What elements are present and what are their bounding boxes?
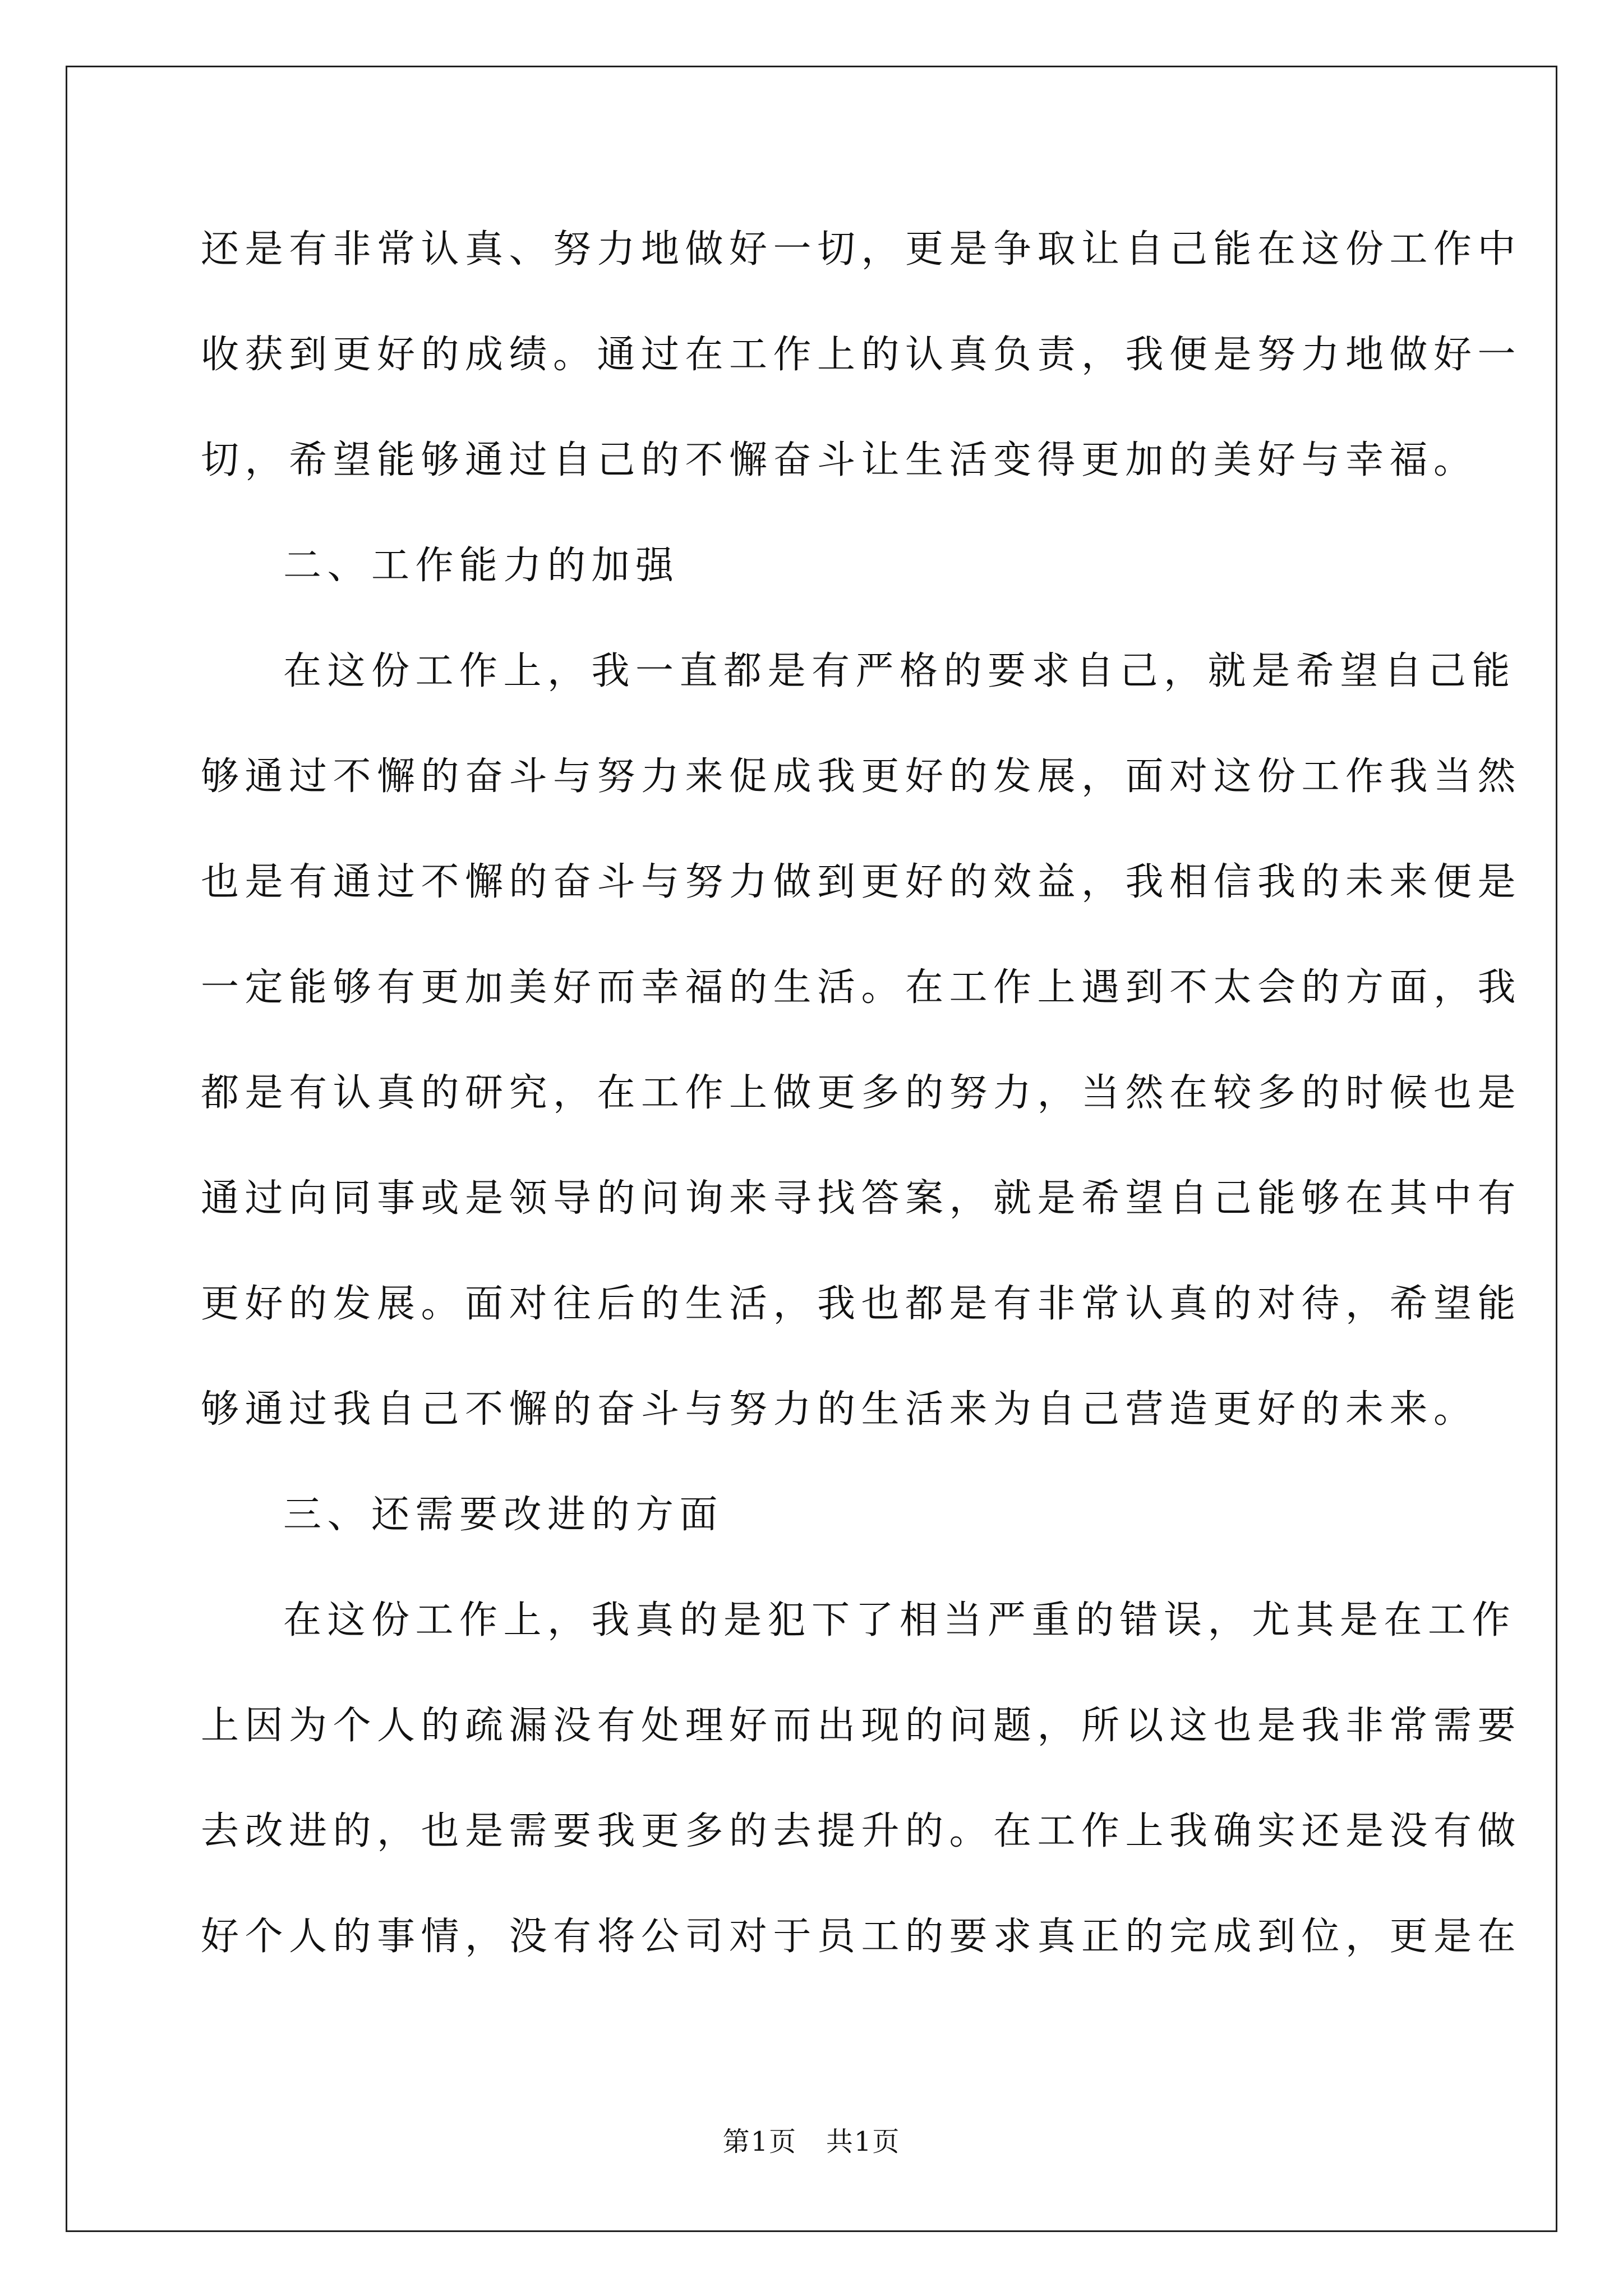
body-text-line: 去改进的，也是需要我更多的去提升的。在工作上我确实还是没有做 bbox=[201, 1809, 1522, 1853]
section-heading: 三、还需要改进的方面 bbox=[283, 1493, 724, 1537]
body-text-line: 通过向同事或是领导的问询来寻找答案，就是希望自己能够在其中有 bbox=[201, 1176, 1522, 1221]
body-text-line: 够通过不懈的奋斗与努力来促成我更好的发展，面对这份工作我当然 bbox=[201, 754, 1522, 799]
body-text-line: 还是有非常认真、努力地做好一切，更是争取让自己能在这份工作中 bbox=[201, 227, 1522, 272]
body-text-line: 都是有认真的研究，在工作上做更多的努力，当然在较多的时候也是 bbox=[201, 1071, 1522, 1115]
body-text-line: 够通过我自己不懈的奋斗与努力的生活来为自己营造更好的未来。 bbox=[201, 1387, 1478, 1432]
body-text-line: 在这份工作上，我一直都是有严格的要求自己，就是希望自己能 bbox=[283, 649, 1516, 693]
page-footer: 第1页 共1页 bbox=[722, 2126, 901, 2157]
section-heading: 二、工作能力的加强 bbox=[283, 544, 680, 588]
body-text-line: 在这份工作上，我真的是犯下了相当严重的错误，尤其是在工作 bbox=[283, 1598, 1516, 1642]
body-text-line: 切，希望能够通过自己的不懈奋斗让生活变得更加的美好与幸福。 bbox=[201, 438, 1478, 482]
body-text-line: 收获到更好的成绩。通过在工作上的认真负责，我便是努力地做好一 bbox=[201, 333, 1522, 377]
body-text-line: 好个人的事情，没有将公司对于员工的要求真正的完成到位，更是在 bbox=[201, 1915, 1522, 1959]
body-text-line: 更好的发展。面对往后的生活，我也都是有非常认真的对待，希望能 bbox=[201, 1282, 1522, 1326]
body-text-line: 一定能够有更加美好而幸福的生活。在工作上遇到不太会的方面，我 bbox=[201, 965, 1522, 1010]
body-text-line: 上因为个人的疏漏没有处理好而出现的问题，所以这也是我非常需要 bbox=[201, 1704, 1522, 1748]
body-text-line: 也是有通过不懈的奋斗与努力做到更好的效益，我相信我的未来便是 bbox=[201, 860, 1522, 904]
page-border bbox=[66, 66, 1557, 2232]
